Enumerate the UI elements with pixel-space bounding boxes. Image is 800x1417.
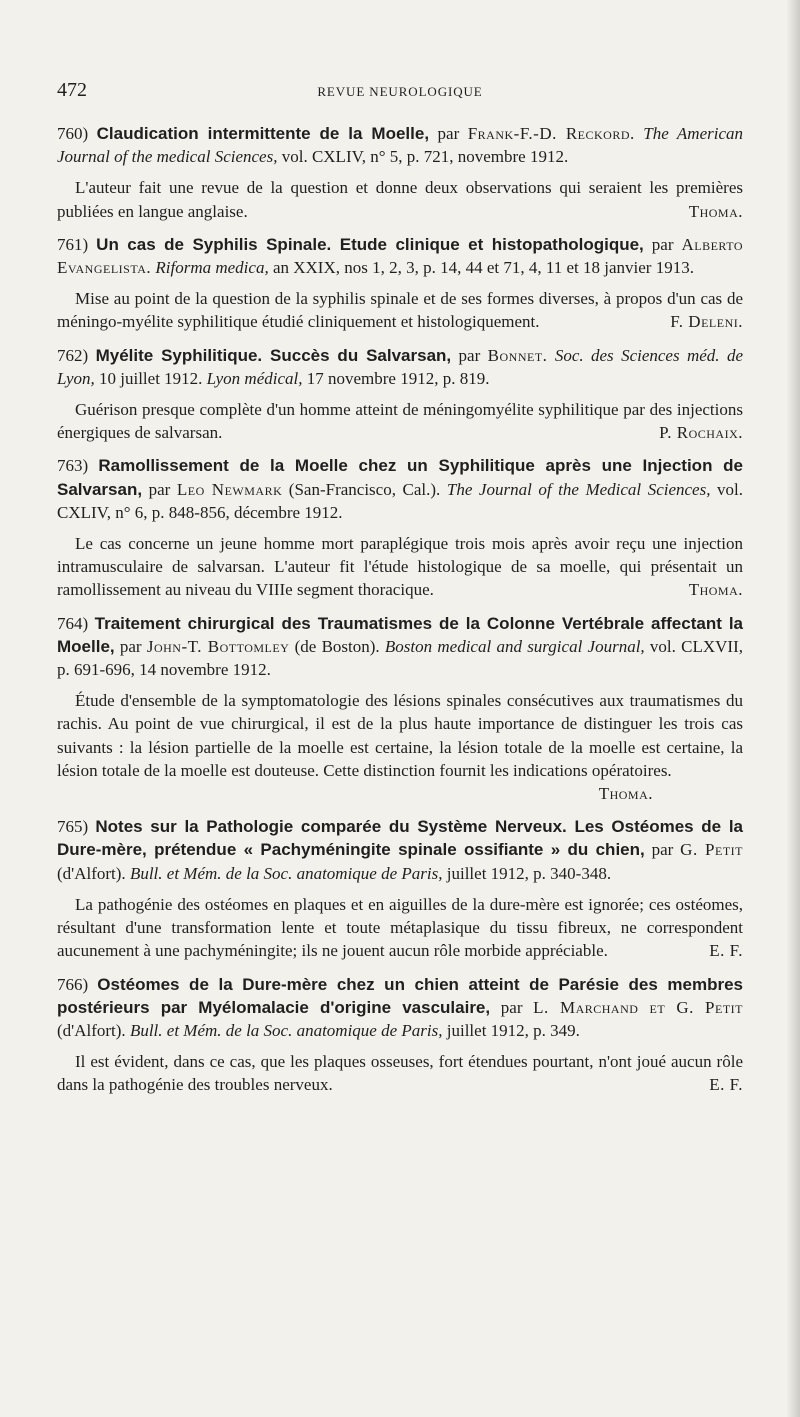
ref-par: par xyxy=(429,124,468,143)
entry-authors: G. Petit xyxy=(680,840,744,860)
entry-764 xyxy=(57,612,743,806)
entry-765 xyxy=(57,815,743,962)
entry-number: 764) xyxy=(57,613,89,633)
ref-detail: vol. CXLIV, n° 5, p. 721, novembre 1912. xyxy=(277,147,569,167)
entry-body: Guérison presque complète d'un homme atteint de méningomyélite syphilitique par des injections énergiques de salvarsan. P. Rochaix. xyxy=(57,398,743,444)
ref-detail-2: vol. CXLIV, n° 6, p. 848-856, décembre 1912. xyxy=(57,479,743,522)
ref-detail: 10 juillet 1912. xyxy=(94,368,203,388)
entry-number: 766) xyxy=(57,974,89,994)
ref-par: par xyxy=(643,234,682,254)
entry-762 xyxy=(57,344,743,445)
entry-761 xyxy=(57,233,743,334)
entry-reference xyxy=(57,815,743,885)
entry-authors: Bonnet. xyxy=(487,345,548,365)
entry-body: L'auteur fait une revue de la question et donne deux observations qui seraient les premières publiées en langue anglaise. Thoma. xyxy=(57,176,743,222)
article-list xyxy=(57,122,743,1107)
entry-title: Un cas de Syphilis Spinale. Etude clinique et histopathologique, xyxy=(96,234,644,254)
journal-name: Bull. et Mém. de la Soc. anatomique de Paris, xyxy=(129,863,443,883)
entry-title: Ostéomes de la Dure-mère chez un chien atteint de Parésie des membres postérieurs par Myélomalacie d'origine vasculaire, xyxy=(57,974,743,1017)
entry-number: 765) xyxy=(57,817,89,837)
entry-number: 763) xyxy=(57,456,89,476)
entry-authors: John-T. Bottomley xyxy=(146,636,290,656)
entry-760 xyxy=(57,122,743,223)
ref-par: par xyxy=(114,636,147,656)
journal-name: The Journal of the Medical Sciences, xyxy=(446,479,711,499)
ref-par: par xyxy=(644,840,681,860)
journal-name: Soc. des Sciences méd. de Lyon, xyxy=(57,345,744,388)
ref-detail: (San-Francisco, Cal.). xyxy=(282,479,441,499)
ref-detail: (de Boston). xyxy=(289,636,380,656)
entry-reference xyxy=(57,344,743,390)
entry-number: 760) xyxy=(57,124,89,143)
scan-edge-shadow xyxy=(786,0,800,1417)
entry-reference xyxy=(57,454,743,524)
entry-body: Étude d'ensemble de la symptomatologie des lésions spinales consécutives aux traumatismes du rachis. Au point de vue chirurgical, il est de la plus haute importance de distinguer les trois cas suivants : la lésion partielle de la moelle est certaine, la lésion totale de la moelle est certaine, la lésion totale de la moelle est douteuse. Cette distinction fournit les indications opératoires. xyxy=(57,691,743,780)
entry-title: Ramollissement de la Moelle chez un Syphilitique après une Injection de Salvarsan, xyxy=(57,456,743,499)
ref-detail: (d'Alfort). xyxy=(57,863,126,883)
entry-body: La pathogénie des ostéomes en plaques et en aiguilles de la dure-mère est ignorée; ces ostéomes, résultant d'une transformation lente et toute métaplasique du tissu fibreux, ne correspondent aucunement à une pachyméningite; ils ne jouent aucun rôle morbide appréciable. E. F. xyxy=(57,893,743,963)
ref-detail-2: vol. CLXVII, p. 691-696, 14 novembre 1912. xyxy=(57,636,743,680)
ref-detail-2: juillet 1912, p. 349. xyxy=(442,1020,580,1040)
entry-signature: E. F. xyxy=(709,1075,743,1095)
entry-766 xyxy=(57,973,743,1097)
page-number: 472 xyxy=(57,79,87,101)
ref-detail-2: juillet 1912, p. 340-348. xyxy=(442,863,612,883)
entry-signature: Thoma. xyxy=(688,580,743,600)
ref-par: par xyxy=(490,997,534,1017)
journal-name: Riforma medica, xyxy=(155,258,269,278)
entry-763 xyxy=(57,454,743,601)
entry-title: Traitement chirurgical des Traumatismes de la Colonne Vertébrale affectant la Moelle, xyxy=(57,613,744,656)
journal-name: The American Journal of the medical Sciences, xyxy=(57,124,744,167)
page-header xyxy=(57,79,743,105)
entry-signature: Thoma. xyxy=(598,784,653,804)
entry-authors: Alberto Evangelista. xyxy=(57,234,743,278)
entry-authors: L. Marchand et G. Petit xyxy=(533,997,743,1017)
entry-signature: P. Rochaix. xyxy=(659,423,743,443)
ref-par: par xyxy=(451,345,488,365)
entry-body: Le cas concerne un jeune homme mort paraplégique trois mois après avoir reçu une injection intramusculaire de salvarsan. L'auteur fit l'étude histologique de sa moelle, qui présentait un ramollissement au niveau du VIIIe segment thoracique. Thoma. xyxy=(57,532,743,602)
entry-reference xyxy=(57,122,743,168)
entry-title: Notes sur la Pathologie comparée du Système Nerveux. Les Ostéomes de la Dure-mère, prétendue « Pachyméningite spinale ossifiante » du chien, xyxy=(57,817,743,860)
ref-detail: an XXIX, nos 1, 2, 3, p. 14, 44 et 71, 4, 11 et 18 janvier 1913. xyxy=(268,258,694,278)
entry-signature: F. Deleni. xyxy=(670,312,743,332)
journal-name: Bull. et Mém. de la Soc. anatomique de Paris, xyxy=(129,1020,443,1040)
entry-signature: E. F. xyxy=(709,941,743,961)
journal-name-2: Lyon médical, xyxy=(206,368,303,388)
entry-authors: Leo Newmark xyxy=(176,479,283,499)
entry-authors: Frank-F.-D. Reckord. xyxy=(467,124,635,143)
entry-title: Myélite Syphilitique. Succès du Salvarsan, xyxy=(95,345,452,365)
entry-number: 762) xyxy=(57,345,89,365)
entry-body: Mise au point de la question de la syphilis spinale et de ses formes diverses, à propos d'un cas de méningo-myélite syphilitique étudié cliniquement et histologiquement. F. Deleni. xyxy=(57,287,743,333)
entry-reference xyxy=(57,973,743,1043)
entry-title: Claudication intermittente de la Moelle, xyxy=(96,124,430,143)
entry-body: Il est évident, dans ce cas, que les plaques osseuses, fort étendues pourtant, n'ont joué aucun rôle dans la pathogénie des troubles nerveux. E. F. xyxy=(57,1050,743,1096)
entry-number: 761) xyxy=(57,234,89,254)
running-title: REVUE NEUROLOGIQUE xyxy=(317,84,483,99)
ref-detail-2: 17 novembre 1912, p. 819. xyxy=(302,368,490,388)
entry-reference xyxy=(57,233,743,279)
journal-name: Boston medical and surgical Journal, xyxy=(384,636,645,656)
entry-reference xyxy=(57,612,743,682)
ref-par: par xyxy=(142,479,177,499)
ref-detail: (d'Alfort). xyxy=(57,1020,126,1040)
entry-signature: Thoma. xyxy=(688,201,743,221)
